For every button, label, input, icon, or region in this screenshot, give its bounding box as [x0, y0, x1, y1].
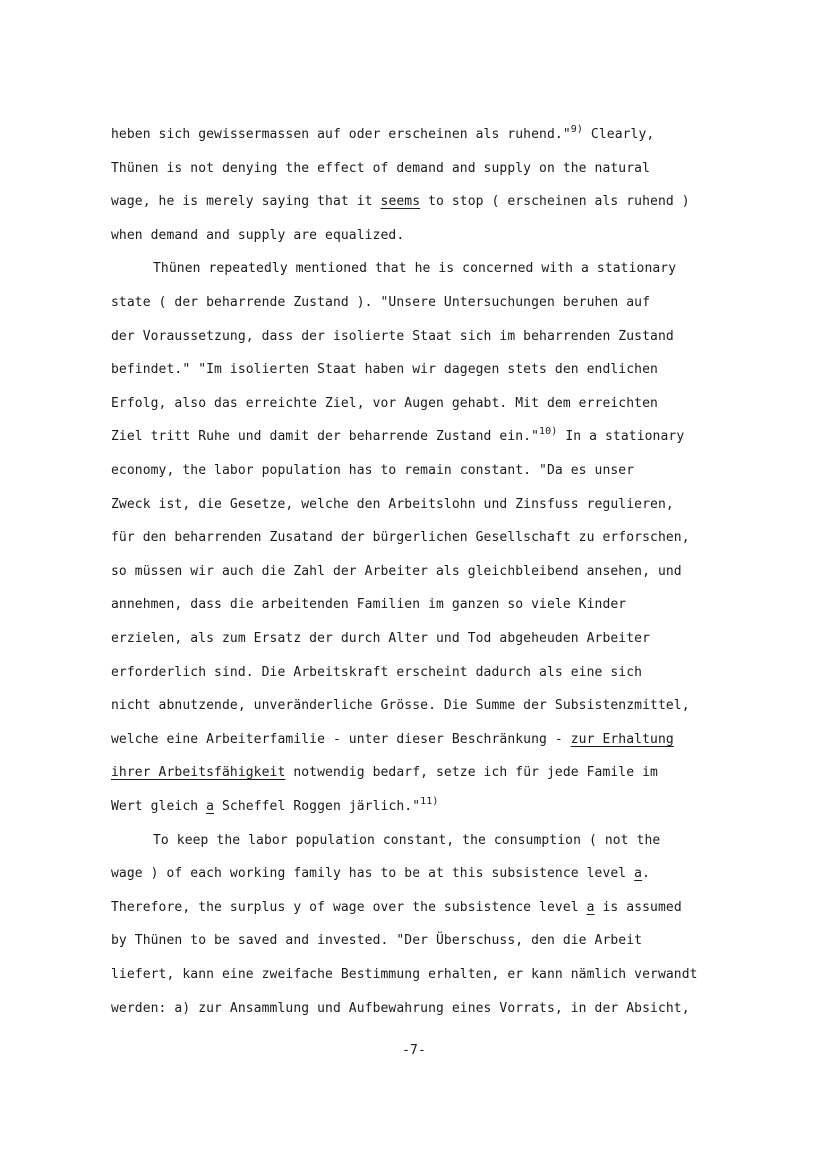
- text-segment: für den beharrenden Zusatand der bürgerlichen Gesellschaft zu erforschen,: [111, 530, 690, 546]
- text-segment: state ( der beharrende Zustand ). "Unsere Untersuchungen beruhen auf: [111, 295, 651, 310]
- underlined-text: a: [586, 899, 595, 915]
- text-segment: welche eine Arbeiterfamilie - unter dieser Beschränkung -: [111, 731, 571, 747]
- text-segment: Zweck ist, die Gesetze, welche den Arbeitslohn und Zinsfuss regulieren,: [111, 496, 674, 512]
- text-segment: In a stationary: [557, 429, 685, 445]
- text-line: [111, 462, 733, 480]
- text-line: [111, 966, 733, 984]
- text-line: [111, 596, 733, 614]
- text-line: [111, 563, 733, 581]
- footnote-ref: 11): [420, 796, 439, 807]
- text-line: [111, 529, 733, 547]
- text-segment: when demand and supply are equalized.: [111, 227, 405, 243]
- text-line: [111, 395, 733, 413]
- text-segment: erzielen, als zum Ersatz der durch Alter und Tod abgeheuden Arbeiter: [111, 631, 651, 646]
- text-line: [111, 328, 733, 346]
- text-line: [111, 294, 733, 312]
- text-line: [111, 227, 733, 245]
- text-segment: nicht abnutzende, unveränderliche Grösse. Die Summe der Subsistenzmittel,: [111, 698, 690, 714]
- text-line: [111, 798, 733, 816]
- text-line: [111, 1000, 733, 1018]
- text-segment: erforderlich sind. Die Arbeitskraft erscheint dadurch als eine sich: [111, 664, 643, 680]
- text-line: [153, 260, 733, 278]
- underlined-text: seems: [380, 194, 421, 210]
- text-line: [111, 428, 733, 446]
- text-segment: annehmen, dass die arbeitenden Familien im ganzen so viele Kinder: [111, 597, 627, 613]
- text-segment: werden: a) zur Ansammlung und Aufbewahrung eines Vorrats, in der Absicht,: [111, 1000, 690, 1016]
- underlined-text: a: [206, 799, 215, 814]
- text-line: [111, 160, 733, 178]
- footnote-ref: 9): [570, 124, 583, 135]
- text-line: [111, 731, 733, 749]
- text-line: [111, 126, 733, 144]
- text-segment: Thünen is not denying the effect of demand and supply on the natural: [111, 160, 651, 176]
- page-number: -7-: [402, 1043, 426, 1058]
- text-segment: heben sich gewissermassen auf oder erscheinen als ruhend.": [111, 127, 571, 142]
- text-segment: Wert gleich: [111, 799, 207, 814]
- text-segment: Scheffel Roggen järlich.": [214, 799, 421, 814]
- underlined-text: ihrer Arbeitsfähigkeit: [111, 765, 286, 781]
- text-segment: notwendig bedarf, setze ich für jede Famile im: [285, 765, 658, 781]
- text-segment: Ziel tritt Ruhe und damit der beharrende Zustand ein.": [111, 429, 540, 445]
- text-line: [111, 764, 733, 782]
- text-segment: der Voraussetzung, dass der isolierte Staat sich im beharrenden Zustand: [111, 328, 674, 344]
- text-segment: Erfolg, also das erreichte Ziel, vor Augen gehabt. Mit dem erreichten: [111, 395, 658, 411]
- text-segment: so müssen wir auch die Zahl der Arbeiter als gleichbleibend ansehen, und: [111, 563, 682, 579]
- text-segment: liefert, kann eine zweifache Bestimmung erhalten, er kann nämlich verwandt: [111, 967, 698, 982]
- text-line: [111, 697, 733, 715]
- text-line: [111, 193, 733, 211]
- text-segment: befindet." "Im isolierten Staat haben wir dagegen stets den endlichen: [111, 362, 658, 378]
- text-line: [111, 664, 733, 682]
- text-line: [111, 899, 733, 917]
- text-segment: .: [642, 866, 651, 882]
- text-line: [111, 932, 733, 950]
- text-segment: To keep the labor population constant, the consumption ( not the: [153, 832, 661, 848]
- text-segment: Clearly,: [583, 127, 655, 142]
- text-line: [111, 496, 733, 514]
- text-segment: to stop ( erscheinen als ruhend ): [420, 194, 690, 210]
- text-segment: Therefore, the surplus y of wage over the subsistence level: [111, 899, 587, 915]
- text-line: [111, 361, 733, 379]
- text-segment: wage ) of each working family has to be at this subsistence level: [111, 866, 635, 882]
- text-line: [111, 630, 733, 648]
- text-line: [111, 865, 733, 883]
- underlined-text: zur Erhaltung: [570, 731, 674, 747]
- text-segment: Thünen repeatedly mentioned that he is concerned with a stationary: [153, 261, 677, 277]
- underlined-text: a: [634, 866, 643, 882]
- text-line: [153, 832, 733, 850]
- text-segment: wage, he is merely saying that it: [111, 194, 381, 210]
- footnote-ref: 10): [539, 426, 558, 438]
- text-segment: by Thünen to be saved and invested. "Der Überschuss, den die Arbeit: [111, 933, 643, 949]
- text-segment: economy, the labor population has to remain constant. "Da es unser: [111, 463, 635, 478]
- text-segment: is assumed: [594, 899, 682, 915]
